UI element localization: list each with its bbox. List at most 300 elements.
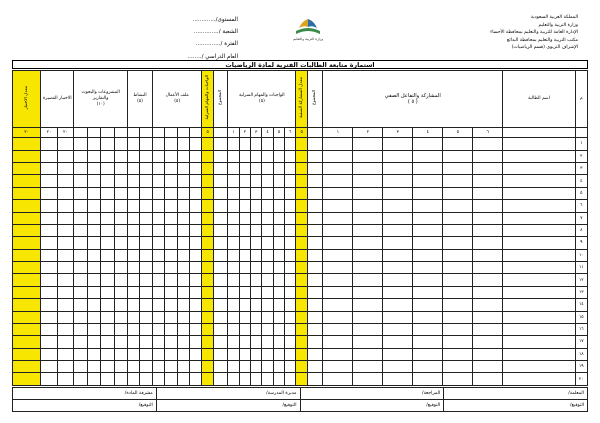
- grade-cell[interactable]: [165, 336, 177, 348]
- grade-cell[interactable]: [213, 274, 227, 286]
- grade-cell[interactable]: [239, 212, 250, 224]
- grade-cell[interactable]: [228, 299, 239, 311]
- grade-cell[interactable]: [57, 286, 74, 298]
- grade-cell[interactable]: [13, 249, 41, 261]
- grade-cell[interactable]: [202, 348, 213, 360]
- grade-cell[interactable]: [74, 237, 87, 249]
- grade-cell[interactable]: [307, 348, 323, 360]
- grade-cell[interactable]: [128, 323, 140, 335]
- grade-cell[interactable]: [307, 299, 323, 311]
- grade-cell[interactable]: [228, 336, 239, 348]
- grade-cell[interactable]: [213, 373, 227, 386]
- grade-cell[interactable]: [262, 361, 273, 373]
- grade-cell[interactable]: [285, 175, 296, 187]
- grade-cell[interactable]: [323, 262, 353, 274]
- grade-cell[interactable]: [101, 299, 114, 311]
- grade-cell[interactable]: [273, 212, 284, 224]
- grade-cell[interactable]: [239, 311, 250, 323]
- grade-cell[interactable]: [251, 237, 262, 249]
- grade-cell[interactable]: [262, 187, 273, 199]
- grade-cell[interactable]: [413, 150, 443, 162]
- grade-cell[interactable]: [13, 311, 41, 323]
- grade-cell[interactable]: [296, 175, 307, 187]
- grade-cell[interactable]: [87, 323, 100, 335]
- grade-cell[interactable]: [202, 212, 213, 224]
- grade-cell[interactable]: [353, 299, 383, 311]
- grade-cell[interactable]: [114, 150, 127, 162]
- grade-cell[interactable]: [296, 299, 307, 311]
- grade-cell[interactable]: [101, 175, 114, 187]
- grade-cell[interactable]: [213, 299, 227, 311]
- grade-cell[interactable]: [413, 187, 443, 199]
- grade-cell[interactable]: [140, 311, 152, 323]
- grade-cell[interactable]: [307, 323, 323, 335]
- grade-cell[interactable]: [190, 200, 202, 212]
- student-name-cell[interactable]: [503, 175, 575, 187]
- grade-cell[interactable]: [114, 348, 127, 360]
- grade-cell[interactable]: [413, 249, 443, 261]
- grade-cell[interactable]: [473, 187, 503, 199]
- grade-cell[interactable]: [152, 163, 164, 175]
- grade-cell[interactable]: [262, 138, 273, 150]
- grade-cell[interactable]: [177, 262, 189, 274]
- grade-cell[interactable]: [443, 175, 473, 187]
- grade-cell[interactable]: [285, 323, 296, 335]
- grade-cell[interactable]: [101, 187, 114, 199]
- grade-cell[interactable]: [140, 237, 152, 249]
- grade-cell[interactable]: [228, 212, 239, 224]
- grade-cell[interactable]: [383, 200, 413, 212]
- student-name-cell[interactable]: [503, 237, 575, 249]
- grade-cell[interactable]: [413, 348, 443, 360]
- grade-cell[interactable]: [41, 348, 58, 360]
- grade-cell[interactable]: [285, 311, 296, 323]
- grade-cell[interactable]: [323, 286, 353, 298]
- grade-cell[interactable]: [128, 200, 140, 212]
- grade-cell[interactable]: [251, 249, 262, 261]
- grade-cell[interactable]: [41, 274, 58, 286]
- grade-cell[interactable]: [87, 150, 100, 162]
- grade-cell[interactable]: [57, 237, 74, 249]
- grade-cell[interactable]: [213, 212, 227, 224]
- grade-cell[interactable]: [228, 224, 239, 236]
- grade-cell[interactable]: [140, 187, 152, 199]
- grade-cell[interactable]: [262, 286, 273, 298]
- grade-cell[interactable]: [296, 286, 307, 298]
- grade-cell[interactable]: [41, 212, 58, 224]
- grade-cell[interactable]: [443, 224, 473, 236]
- grade-cell[interactable]: [228, 323, 239, 335]
- grade-cell[interactable]: [13, 299, 41, 311]
- grade-cell[interactable]: [239, 286, 250, 298]
- grade-cell[interactable]: [13, 163, 41, 175]
- grade-cell[interactable]: [114, 361, 127, 373]
- grade-cell[interactable]: [41, 163, 58, 175]
- grade-cell[interactable]: [114, 336, 127, 348]
- grade-cell[interactable]: [307, 212, 323, 224]
- grade-cell[interactable]: [13, 138, 41, 150]
- grade-cell[interactable]: [353, 262, 383, 274]
- grade-cell[interactable]: [228, 373, 239, 386]
- grade-cell[interactable]: [87, 249, 100, 261]
- grade-cell[interactable]: [413, 286, 443, 298]
- grade-cell[interactable]: [74, 311, 87, 323]
- grade-cell[interactable]: [13, 200, 41, 212]
- grade-cell[interactable]: [41, 311, 58, 323]
- grade-cell[interactable]: [87, 286, 100, 298]
- grade-cell[interactable]: [101, 323, 114, 335]
- grade-cell[interactable]: [57, 311, 74, 323]
- grade-cell[interactable]: [239, 373, 250, 386]
- grade-cell[interactable]: [190, 323, 202, 335]
- grade-cell[interactable]: [87, 336, 100, 348]
- grade-cell[interactable]: [152, 323, 164, 335]
- grade-cell[interactable]: [251, 262, 262, 274]
- grade-cell[interactable]: [140, 212, 152, 224]
- grade-cell[interactable]: [413, 262, 443, 274]
- grade-cell[interactable]: [140, 138, 152, 150]
- grade-cell[interactable]: [74, 348, 87, 360]
- grade-cell[interactable]: [353, 150, 383, 162]
- grade-cell[interactable]: [87, 361, 100, 373]
- student-name-cell[interactable]: [503, 299, 575, 311]
- grade-cell[interactable]: [353, 224, 383, 236]
- grade-cell[interactable]: [74, 212, 87, 224]
- grade-cell[interactable]: [285, 163, 296, 175]
- grade-cell[interactable]: [413, 299, 443, 311]
- student-name-cell[interactable]: [503, 323, 575, 335]
- grade-cell[interactable]: [262, 212, 273, 224]
- grade-cell[interactable]: [323, 373, 353, 386]
- grade-cell[interactable]: [165, 262, 177, 274]
- grade-cell[interactable]: [323, 348, 353, 360]
- grade-cell[interactable]: [74, 323, 87, 335]
- grade-cell[interactable]: [473, 138, 503, 150]
- grade-cell[interactable]: [13, 361, 41, 373]
- grade-cell[interactable]: [165, 175, 177, 187]
- grade-cell[interactable]: [140, 150, 152, 162]
- grade-cell[interactable]: [87, 237, 100, 249]
- grade-cell[interactable]: [190, 361, 202, 373]
- grade-cell[interactable]: [251, 361, 262, 373]
- grade-cell[interactable]: [114, 200, 127, 212]
- grade-cell[interactable]: [152, 150, 164, 162]
- grade-cell[interactable]: [114, 311, 127, 323]
- grade-cell[interactable]: [213, 262, 227, 274]
- grade-cell[interactable]: [307, 262, 323, 274]
- grade-cell[interactable]: [228, 187, 239, 199]
- grade-cell[interactable]: [213, 163, 227, 175]
- grade-cell[interactable]: [262, 200, 273, 212]
- grade-cell[interactable]: [443, 150, 473, 162]
- grade-cell[interactable]: [41, 175, 58, 187]
- grade-cell[interactable]: [262, 311, 273, 323]
- grade-cell[interactable]: [353, 311, 383, 323]
- grade-cell[interactable]: [307, 138, 323, 150]
- grade-cell[interactable]: [296, 373, 307, 386]
- grade-cell[interactable]: [413, 311, 443, 323]
- grade-cell[interactable]: [13, 323, 41, 335]
- grade-cell[interactable]: [177, 311, 189, 323]
- grade-cell[interactable]: [177, 163, 189, 175]
- grade-cell[interactable]: [228, 163, 239, 175]
- grade-cell[interactable]: [114, 274, 127, 286]
- grade-cell[interactable]: [307, 311, 323, 323]
- grade-cell[interactable]: [128, 138, 140, 150]
- grade-cell[interactable]: [128, 163, 140, 175]
- student-name-cell[interactable]: [503, 249, 575, 261]
- grade-cell[interactable]: [101, 249, 114, 261]
- grade-cell[interactable]: [74, 336, 87, 348]
- grade-cell[interactable]: [202, 224, 213, 236]
- grade-cell[interactable]: [251, 348, 262, 360]
- grade-cell[interactable]: [307, 373, 323, 386]
- grade-cell[interactable]: [152, 212, 164, 224]
- grade-cell[interactable]: [74, 200, 87, 212]
- grade-cell[interactable]: [383, 212, 413, 224]
- grade-cell[interactable]: [239, 163, 250, 175]
- grade-cell[interactable]: [307, 175, 323, 187]
- grade-cell[interactable]: [443, 361, 473, 373]
- grade-cell[interactable]: [323, 249, 353, 261]
- grade-cell[interactable]: [177, 373, 189, 386]
- student-name-cell[interactable]: [503, 361, 575, 373]
- grade-cell[interactable]: [74, 175, 87, 187]
- grade-cell[interactable]: [165, 212, 177, 224]
- grade-cell[interactable]: [296, 187, 307, 199]
- grade-cell[interactable]: [383, 163, 413, 175]
- grade-cell[interactable]: [473, 373, 503, 386]
- grade-cell[interactable]: [202, 274, 213, 286]
- grade-cell[interactable]: [239, 200, 250, 212]
- grade-cell[interactable]: [152, 348, 164, 360]
- grade-cell[interactable]: [128, 274, 140, 286]
- student-name-cell[interactable]: [503, 138, 575, 150]
- grade-cell[interactable]: [296, 311, 307, 323]
- grade-cell[interactable]: [383, 187, 413, 199]
- grade-cell[interactable]: [383, 237, 413, 249]
- grade-cell[interactable]: [353, 212, 383, 224]
- grade-cell[interactable]: [57, 249, 74, 261]
- grade-cell[interactable]: [443, 286, 473, 298]
- grade-cell[interactable]: [190, 336, 202, 348]
- grade-cell[interactable]: [140, 361, 152, 373]
- grade-cell[interactable]: [285, 336, 296, 348]
- grade-cell[interactable]: [190, 262, 202, 274]
- grade-cell[interactable]: [307, 163, 323, 175]
- grade-cell[interactable]: [101, 163, 114, 175]
- grade-cell[interactable]: [202, 249, 213, 261]
- grade-cell[interactable]: [228, 262, 239, 274]
- grade-cell[interactable]: [251, 373, 262, 386]
- grade-cell[interactable]: [165, 224, 177, 236]
- grade-cell[interactable]: [213, 224, 227, 236]
- grade-cell[interactable]: [140, 175, 152, 187]
- grade-cell[interactable]: [228, 237, 239, 249]
- grade-cell[interactable]: [128, 237, 140, 249]
- grade-cell[interactable]: [41, 373, 58, 386]
- grade-cell[interactable]: [41, 336, 58, 348]
- grade-cell[interactable]: [213, 336, 227, 348]
- grade-cell[interactable]: [285, 262, 296, 274]
- grade-cell[interactable]: [101, 361, 114, 373]
- grade-cell[interactable]: [323, 311, 353, 323]
- grade-cell[interactable]: [57, 212, 74, 224]
- grade-cell[interactable]: [140, 200, 152, 212]
- grade-cell[interactable]: [473, 249, 503, 261]
- grade-cell[interactable]: [202, 373, 213, 386]
- grade-cell[interactable]: [228, 274, 239, 286]
- grade-cell[interactable]: [202, 336, 213, 348]
- grade-cell[interactable]: [251, 138, 262, 150]
- grade-cell[interactable]: [353, 200, 383, 212]
- grade-cell[interactable]: [383, 373, 413, 386]
- grade-cell[interactable]: [228, 286, 239, 298]
- grade-cell[interactable]: [473, 361, 503, 373]
- grade-cell[interactable]: [177, 187, 189, 199]
- grade-cell[interactable]: [413, 274, 443, 286]
- grade-cell[interactable]: [213, 237, 227, 249]
- grade-cell[interactable]: [251, 150, 262, 162]
- grade-cell[interactable]: [323, 175, 353, 187]
- grade-cell[interactable]: [239, 237, 250, 249]
- grade-cell[interactable]: [296, 237, 307, 249]
- grade-cell[interactable]: [285, 286, 296, 298]
- grade-cell[interactable]: [383, 175, 413, 187]
- grade-cell[interactable]: [177, 224, 189, 236]
- student-name-cell[interactable]: [503, 286, 575, 298]
- grade-cell[interactable]: [177, 286, 189, 298]
- grade-cell[interactable]: [262, 150, 273, 162]
- grade-cell[interactable]: [41, 224, 58, 236]
- grade-cell[interactable]: [353, 286, 383, 298]
- grade-cell[interactable]: [140, 262, 152, 274]
- grade-cell[interactable]: [128, 361, 140, 373]
- grade-cell[interactable]: [57, 138, 74, 150]
- grade-cell[interactable]: [285, 361, 296, 373]
- grade-cell[interactable]: [152, 249, 164, 261]
- grade-cell[interactable]: [239, 336, 250, 348]
- grade-cell[interactable]: [383, 361, 413, 373]
- grade-cell[interactable]: [285, 274, 296, 286]
- grade-cell[interactable]: [273, 175, 284, 187]
- grade-cell[interactable]: [228, 138, 239, 150]
- grade-cell[interactable]: [239, 323, 250, 335]
- grade-cell[interactable]: [41, 237, 58, 249]
- grade-cell[interactable]: [473, 299, 503, 311]
- grade-cell[interactable]: [383, 299, 413, 311]
- grade-cell[interactable]: [74, 373, 87, 386]
- grade-cell[interactable]: [383, 138, 413, 150]
- grade-cell[interactable]: [213, 150, 227, 162]
- grade-cell[interactable]: [443, 249, 473, 261]
- grade-cell[interactable]: [140, 224, 152, 236]
- grade-cell[interactable]: [323, 138, 353, 150]
- grade-cell[interactable]: [152, 274, 164, 286]
- grade-cell[interactable]: [41, 200, 58, 212]
- grade-cell[interactable]: [87, 138, 100, 150]
- grade-cell[interactable]: [74, 286, 87, 298]
- grade-cell[interactable]: [285, 237, 296, 249]
- grade-cell[interactable]: [273, 262, 284, 274]
- grade-cell[interactable]: [413, 336, 443, 348]
- grade-cell[interactable]: [296, 224, 307, 236]
- grade-cell[interactable]: [190, 348, 202, 360]
- grade-cell[interactable]: [128, 224, 140, 236]
- grade-cell[interactable]: [285, 150, 296, 162]
- student-name-cell[interactable]: [503, 262, 575, 274]
- grade-cell[interactable]: [323, 336, 353, 348]
- grade-cell[interactable]: [41, 138, 58, 150]
- grade-cell[interactable]: [190, 175, 202, 187]
- grade-cell[interactable]: [128, 249, 140, 261]
- grade-cell[interactable]: [57, 361, 74, 373]
- grade-cell[interactable]: [353, 163, 383, 175]
- grade-cell[interactable]: [114, 299, 127, 311]
- grade-cell[interactable]: [239, 150, 250, 162]
- grade-cell[interactable]: [74, 138, 87, 150]
- grade-cell[interactable]: [228, 200, 239, 212]
- grade-cell[interactable]: [443, 163, 473, 175]
- student-name-cell[interactable]: [503, 224, 575, 236]
- grade-cell[interactable]: [273, 274, 284, 286]
- grade-cell[interactable]: [114, 187, 127, 199]
- grade-cell[interactable]: [114, 323, 127, 335]
- grade-cell[interactable]: [413, 237, 443, 249]
- grade-cell[interactable]: [101, 348, 114, 360]
- grade-cell[interactable]: [307, 237, 323, 249]
- grade-cell[interactable]: [41, 286, 58, 298]
- grade-cell[interactable]: [285, 348, 296, 360]
- grade-cell[interactable]: [41, 323, 58, 335]
- grade-cell[interactable]: [296, 163, 307, 175]
- grade-cell[interactable]: [251, 163, 262, 175]
- grade-cell[interactable]: [140, 274, 152, 286]
- grade-cell[interactable]: [383, 311, 413, 323]
- grade-cell[interactable]: [443, 311, 473, 323]
- grade-cell[interactable]: [273, 299, 284, 311]
- grade-cell[interactable]: [228, 311, 239, 323]
- grade-cell[interactable]: [213, 187, 227, 199]
- grade-cell[interactable]: [239, 187, 250, 199]
- grade-cell[interactable]: [87, 187, 100, 199]
- grade-cell[interactable]: [87, 224, 100, 236]
- grade-cell[interactable]: [353, 175, 383, 187]
- grade-cell[interactable]: [296, 138, 307, 150]
- grade-cell[interactable]: [128, 262, 140, 274]
- grade-cell[interactable]: [323, 299, 353, 311]
- grade-cell[interactable]: [323, 163, 353, 175]
- grade-cell[interactable]: [443, 323, 473, 335]
- grade-cell[interactable]: [473, 262, 503, 274]
- grade-cell[interactable]: [473, 348, 503, 360]
- grade-cell[interactable]: [473, 200, 503, 212]
- grade-cell[interactable]: [273, 224, 284, 236]
- student-name-cell[interactable]: [503, 274, 575, 286]
- grade-cell[interactable]: [165, 249, 177, 261]
- grade-cell[interactable]: [239, 262, 250, 274]
- grade-cell[interactable]: [152, 138, 164, 150]
- grade-cell[interactable]: [152, 373, 164, 386]
- grade-cell[interactable]: [443, 200, 473, 212]
- grade-cell[interactable]: [323, 200, 353, 212]
- grade-cell[interactable]: [177, 361, 189, 373]
- grade-cell[interactable]: [383, 323, 413, 335]
- grade-cell[interactable]: [13, 237, 41, 249]
- grade-cell[interactable]: [413, 373, 443, 386]
- grade-cell[interactable]: [202, 286, 213, 298]
- grade-cell[interactable]: [114, 373, 127, 386]
